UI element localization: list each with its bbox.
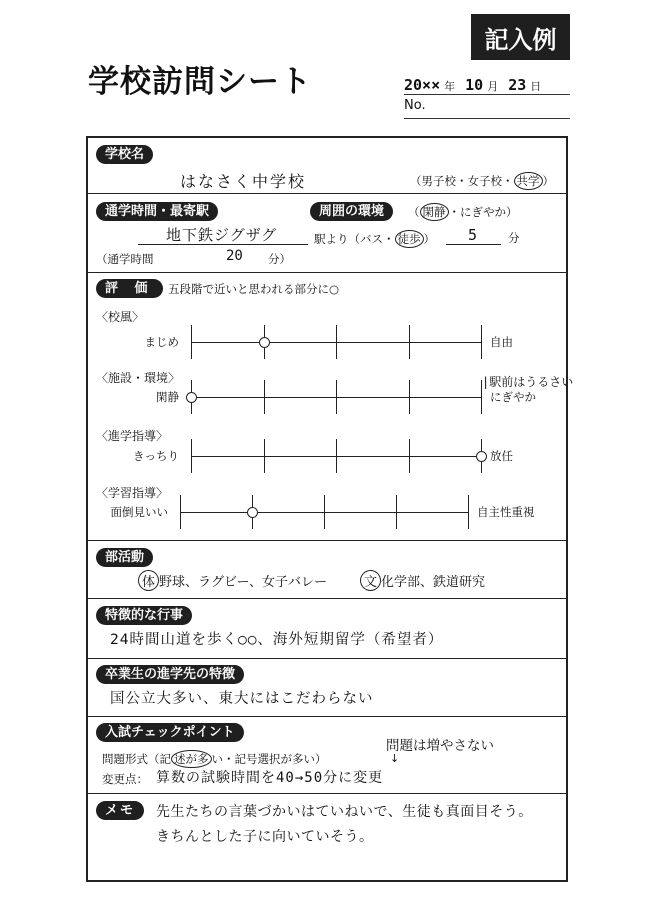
- culture-mark: 文: [360, 570, 381, 591]
- paren-close: ）: [542, 174, 554, 188]
- environment-quiet-selected: 閑静: [420, 203, 449, 221]
- divider: [88, 540, 566, 541]
- memo-line-1: 先生たちの言葉づかいはていねいで、生徒も真面目そう。: [156, 804, 533, 820]
- scale-tick: [264, 439, 265, 473]
- culture-clubs-text: 化学部、鉄道研究: [381, 575, 486, 590]
- divider: [88, 272, 566, 273]
- exam-format-suffix: い・記号選択が多い）: [211, 752, 327, 766]
- sports-mark: 体: [138, 570, 159, 591]
- scale-title: 〈施設・環境〉: [96, 371, 181, 385]
- scale-tick: [409, 380, 410, 414]
- scale-left-label: まじめ: [144, 335, 179, 349]
- exam-checkpoints-label: 入試チェックポイント: [96, 723, 244, 742]
- environment-label: 周囲の環境: [310, 202, 393, 221]
- sports-clubs-text: 野球、ラグビー、女子バレー: [159, 575, 327, 590]
- scale-tick: [396, 495, 397, 529]
- arrow-icon: ↓: [390, 752, 400, 765]
- environment-options: [408, 203, 518, 221]
- school-type-options: [410, 172, 554, 190]
- scale-tick: [191, 439, 192, 473]
- scale-left-label: 面倒見いい: [110, 505, 168, 519]
- walk-minutes-unit: 分: [508, 231, 520, 245]
- transport-walk-selected: 徒歩: [395, 230, 424, 248]
- scale-marker: [476, 451, 487, 462]
- exam-format-prefix: 問題形式（記: [102, 752, 171, 766]
- school-name-value: はなさく中学校: [180, 172, 307, 191]
- number-field: [404, 98, 570, 119]
- number-label: No.: [404, 98, 426, 113]
- scale-tick: [409, 325, 410, 359]
- scale-tick: [336, 380, 337, 414]
- scale-tick: [180, 495, 181, 529]
- station-value: 地下鉄ジグザグ: [166, 226, 278, 244]
- scale-tick: [264, 380, 265, 414]
- walk-minutes-value: 5: [468, 226, 478, 244]
- scale-handwritten-note: |駅前はうるさい: [482, 375, 574, 389]
- school-name-label: 学校名: [96, 145, 153, 164]
- example-badge: 記入例: [471, 14, 570, 60]
- scale-tick: [336, 439, 337, 473]
- commute-time-label: （通学時間: [96, 252, 154, 266]
- scale-right-label: にぎやか: [490, 390, 536, 404]
- scale-tick: [481, 380, 482, 414]
- scale-left-label: 閑静: [156, 390, 179, 404]
- school-type-coed-selected: 共学: [514, 172, 543, 190]
- exam-format: [102, 750, 327, 768]
- scale-right-label: 自主性重視: [477, 505, 535, 519]
- exam-change-label: 変更点：: [102, 772, 148, 786]
- scale-marker: [259, 337, 270, 348]
- graduates-text: 国公立大多い、東大にはこだわらない: [110, 691, 374, 707]
- scale-tick: [481, 325, 482, 359]
- date-month: 10: [465, 76, 484, 94]
- school-type-girls: 女子校: [467, 174, 502, 188]
- station-underline: [138, 244, 308, 245]
- scale-right-label: 放任: [490, 449, 513, 463]
- scale-tick: [409, 439, 410, 473]
- visit-sheet-form: [86, 136, 574, 882]
- graduates-label: 卒業生の進学先の特徴: [96, 665, 244, 684]
- events-label: 特徴的な行事: [96, 606, 192, 625]
- scale-tick: [468, 495, 469, 529]
- scale-tick: [191, 325, 192, 359]
- evaluation-instruction: 五段階で近いと思われる部分に○: [168, 282, 340, 296]
- date-day: 23: [508, 76, 527, 94]
- events-text: 24時間山道を歩く○○、海外短期留学（希望者）: [110, 632, 444, 648]
- divider: [88, 598, 566, 599]
- scale-title: 〈学習指導〉: [96, 486, 169, 500]
- commute-time-unit: 分）: [268, 252, 291, 266]
- paren-open: （: [410, 174, 422, 188]
- separator: ・: [456, 174, 468, 188]
- clubs-sports: [138, 570, 327, 591]
- clubs-label: 部活動: [96, 548, 153, 567]
- exam-format-selected: 述が多: [171, 750, 212, 768]
- school-type-boys: 男子校: [421, 174, 456, 188]
- scale-title: 〈校風〉: [96, 310, 145, 324]
- scale-left-label: きっちり: [133, 449, 179, 463]
- environment-lively-option: ・にぎやか）: [448, 205, 518, 219]
- scale-right-label: 自由: [490, 335, 513, 349]
- date-day-unit: 日: [530, 80, 542, 93]
- memo-label: メモ: [96, 801, 144, 820]
- clubs-culture: [360, 570, 485, 591]
- exam-handwritten-note: 問題は増やさない: [386, 738, 494, 754]
- divider: [88, 716, 566, 717]
- page-title: 学校訪問シート: [88, 64, 312, 100]
- walk-minutes-underline: [446, 244, 501, 245]
- commute-time-value: 20: [226, 248, 243, 264]
- date-year: 20××: [404, 76, 441, 94]
- divider: [88, 658, 566, 659]
- scale-tick: [324, 495, 325, 529]
- station-suffix: 駅より（バス・: [314, 232, 395, 246]
- date-year-unit: 年: [444, 80, 456, 93]
- commute-label: 通学時間・最寄駅: [96, 202, 218, 221]
- divider: [88, 193, 566, 194]
- date-month-unit: 月: [487, 80, 499, 93]
- memo-line-2: きちんとした子に向いていそう。: [156, 829, 374, 845]
- scale-tick: [336, 325, 337, 359]
- paren-close: ）: [423, 232, 435, 246]
- paren-open: （: [408, 205, 420, 219]
- separator: ・: [502, 174, 514, 188]
- divider: [88, 793, 566, 794]
- scale-marker: [247, 507, 258, 518]
- transport-options: [314, 230, 435, 248]
- scale-marker: [186, 392, 197, 403]
- exam-change-text: 算数の試験時間を40→50分に変更: [156, 770, 384, 786]
- scale-title: 〈進学指導〉: [96, 429, 169, 443]
- date-field: [404, 72, 570, 95]
- evaluation-label: 評 価: [96, 279, 163, 298]
